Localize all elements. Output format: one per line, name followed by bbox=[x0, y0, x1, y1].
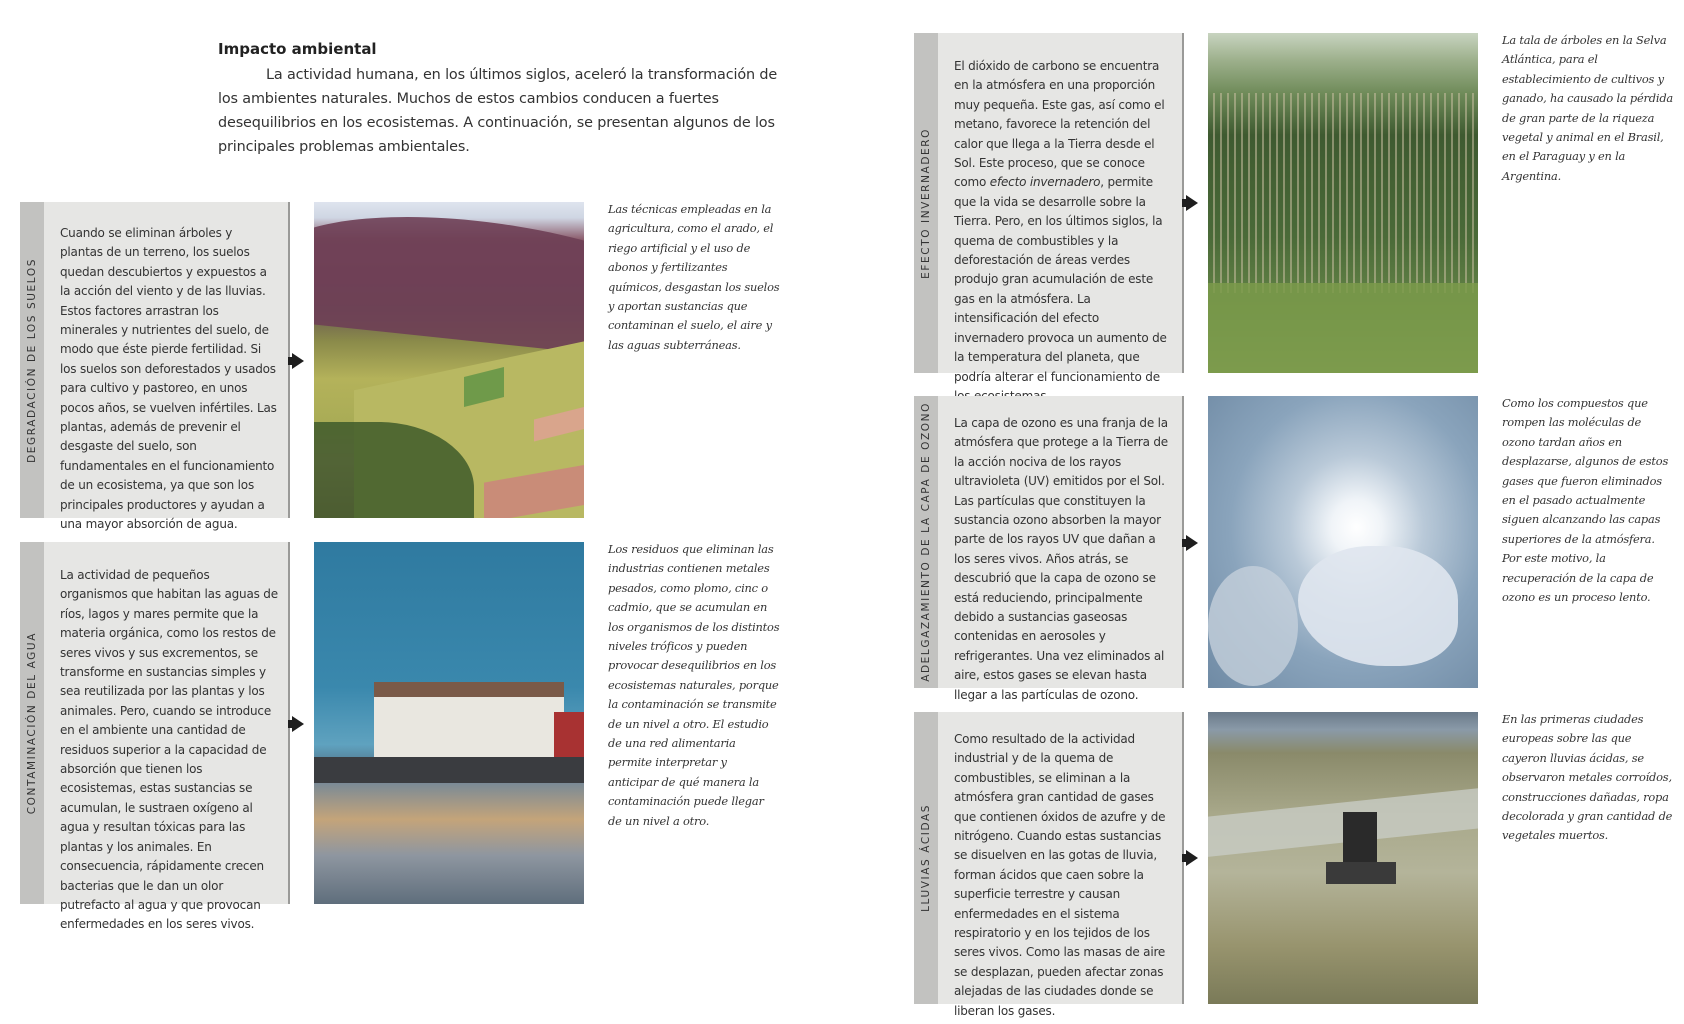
photo-sunlit-clouds bbox=[1208, 396, 1478, 688]
section-text-soil: Cuando se eliminan árboles y plantas de un terreno, los suelos quedan descubiertos y expuestos a la acción del viento y de las lluvias. Estos factores arrastran los minerales y nutrientes del suelo, de modo que éste pierde fertilidad. Si los suelos son deforestados y usados para cultivo y pastoreo, en unos pocos años, se vuelven infértiles. Las plantas, además de prevenir el desgaste del suelo, son fundamentales en el funcionamiento de un ecosistema, ya que son los principales productores y ayudan a una mayor absorción de agua. bbox=[60, 226, 277, 532]
photo-eroded-valley bbox=[314, 202, 584, 518]
section-label-greenhouse: EFECTO INVERNADERO bbox=[920, 127, 932, 279]
intro-section bbox=[218, 40, 778, 159]
section-text-acid: Como resultado de la actividad industrial y de la quema de combustibles, se eliminan a la atmósfera gran cantidad de gases que contienen óxidos de azufre y de nitrógeno. Cuando estas sustancias se disuelven en las gotas de lluvia, forman ácidos que caen sobre la superficie terrestre y causan enfermedades en el sistema respiratorio y en los tejidos de los seres vivos. Como las masas de aire se desplazan, pueden afectar zonas alejadas de las ciudades donde se liberan los gases. bbox=[954, 732, 1166, 1018]
section-text-water: La actividad de pequeños organismos que habitan las aguas de ríos, lagos y mares permite que la materia orgánica, como los restos de seres vivos y sus excrementos, se transforme en sustancias simples y sea reutilizada por las plantas y los animales. Pero, cuando se introduce en el ambiente una cantidad de residuos superior a la capacidad de absorción que tienen los ecosistemas, estas sustancias se acumulan, le sustraen oxígeno al agua y resultan tóxicas para las plantas y los animales. En consecuencia, rápidamente crecen bacterias que le dan un olor putrefacto al agua y que provocan enfermedades en los seres vivos. bbox=[60, 568, 278, 932]
arrow-right-icon bbox=[292, 353, 304, 369]
section-label-water: CONTAMINACIÓN DEL AGUA bbox=[26, 631, 38, 815]
caption-acid: En las primeras ciudades europeas sobre las que cayeron lluvias ácidas, se observaron metales corroídos, construcciones dañadas, ropa decolorada y gran cantidad de vegetales muertos. bbox=[1502, 712, 1673, 843]
card-acid-rain bbox=[914, 712, 1184, 1018]
arrow-right-icon bbox=[292, 716, 304, 732]
section-label-ozone: ADELGAZAMIENTO DE LA CAPA DE OZONO bbox=[920, 402, 932, 682]
section-label-acid: LLUVIAS ÁCIDAS bbox=[920, 804, 932, 912]
page-title: Impacto ambiental bbox=[218, 40, 377, 58]
card-ozone-depletion bbox=[914, 396, 1184, 702]
arrow-right-icon bbox=[1186, 195, 1198, 211]
card-soil-degradation bbox=[20, 202, 290, 532]
card-greenhouse-effect bbox=[914, 33, 1184, 384]
intro-paragraph: La actividad humana, en los últimos siglos, aceleró la transformación de los ambientes naturales. Muchos de estos cambios conducen a fuertes desequilibrios en los ecosistemas. A continuación, se presentan algunos de los principales problemas ambientales. bbox=[218, 67, 778, 155]
photo-acid-rain-landscape bbox=[1208, 712, 1478, 1004]
card-water-contamination bbox=[20, 542, 290, 932]
caption-ozone: Como los compuestos que rompen las moléculas de ozono tardan años en desplazarse, algunos de estos gases que fueron eliminados en el pasado actualmente siguen alcanzando las capas superiores de la atmósfera. Por este motivo, la recuperación de la capa de ozono es un proceso lento. bbox=[1502, 396, 1669, 605]
photo-deforested-plantation bbox=[1208, 33, 1478, 373]
section-label-soil: DEGRADACIÓN DE LOS SUELOS bbox=[26, 257, 38, 463]
caption-greenhouse: La tala de árboles en la Selva Atlántica, para el establecimiento de cultivos y ganado, ha causado la pérdida de gran parte de la riqueza vegetal y animal en el Brasil, en el Paraguay y en la Argentina. bbox=[1502, 33, 1674, 183]
caption-water: Los residuos que eliminan las industrias contienen metales pesados, como plomo, cinc o cadmio, que se acumulan en los organismos de los distintos niveles tróficos y pueden provocar desequilibrios en los ecosistemas naturales, porque la contaminación se transmite de un nivel a otro. El estudio de una red alimentaria permite interpretar y anticipar de qué manera la contaminación puede llegar de un nivel a otro. bbox=[608, 542, 780, 828]
arrow-right-icon bbox=[1186, 850, 1198, 866]
photo-industrial-harbor bbox=[314, 542, 584, 904]
section-text-ozone: La capa de ozono es una franja de la atmósfera que protege a la Tierra de la acción nociva de los rayos ultravioleta (UV) emitidos por el Sol. Las partículas que constituyen la sustancia ozono absorben la mayor parte de los rayos UV que dañan a los seres vivos. Años atrás, se descubrió que la capa de ozono se está reduciendo, principalmente debido a sustancias gaseosas contenidas en aerosoles y refrigerantes. Una vez eliminados al aire, estos gases se elevan hasta llegar a las partículas de ozono. bbox=[954, 416, 1168, 702]
section-text-greenhouse: El dióxido de carbono se encuentra en la atmósfera en una proporción muy pequeña. Este gas, así como el metano, favorece la retención del calor que llega a la Tierra desde el Sol. Este proceso, que se conoce como efecto invernadero, permite que la vida se desarrolle sobre la Tierra. Pero, en los últimos siglos, la quema de combustibles y la deforestación de áreas verdes produjo gran acumulación de este gas en la atmósfera. La intensificación del efecto invernadero provoca un aumento de la temperatura del planeta, que podría alterar el funcionamiento de bbox=[954, 59, 1167, 384]
arrow-right-icon bbox=[1186, 535, 1198, 551]
caption-soil: Las técnicas empleadas en la agricultura, como el arado, el riego artificial y el uso de abonos y fertilizantes químicos, desgastan los suelos y aportan sustancias que contaminan el suelo, el aire y las aguas subterráneas. bbox=[608, 202, 780, 352]
